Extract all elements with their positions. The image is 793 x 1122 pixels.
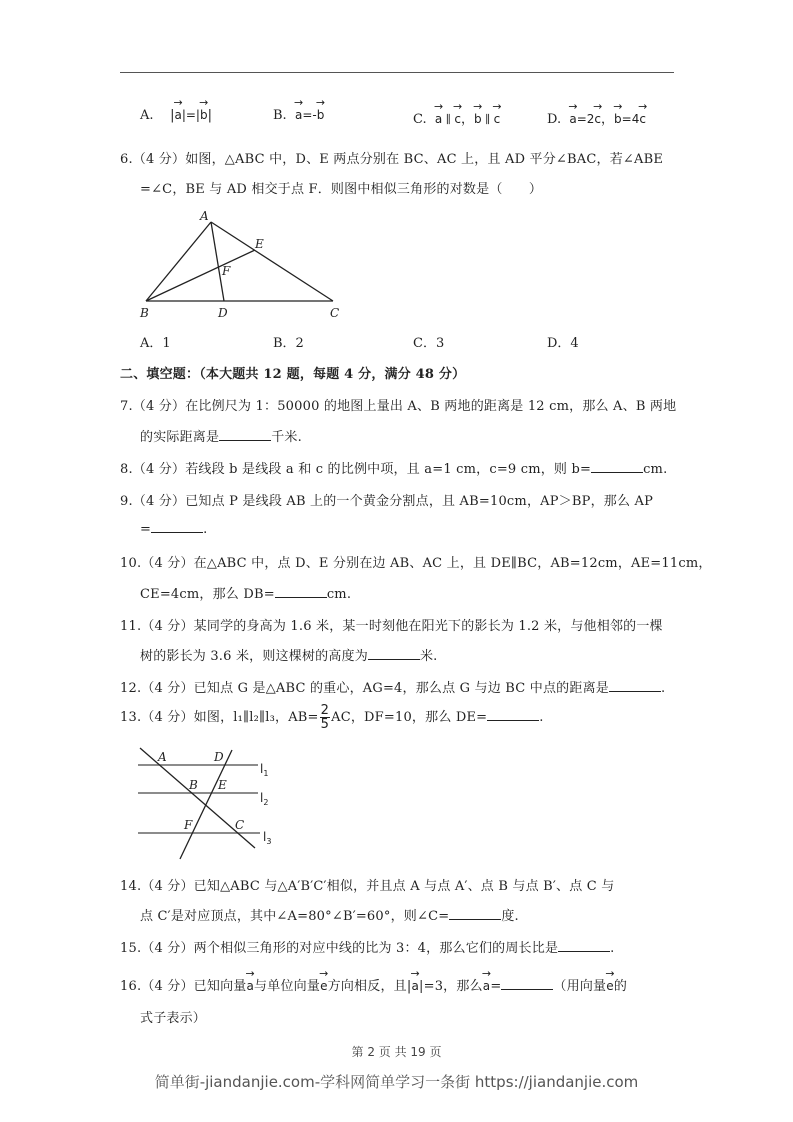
q6-line2: =∠C，BE 与 AD 相交于点 F．则图中相似三角形的对数是（ ） — [140, 182, 543, 197]
answer-blank[interactable] — [368, 648, 420, 660]
q13-parallel-lines-figure — [130, 742, 290, 864]
side-ab — [146, 222, 211, 301]
q5-option-b: B. → a=-→ b — [273, 108, 324, 123]
label-b: B — [189, 778, 198, 792]
label-a: A — [158, 750, 167, 764]
q10-line2: CE=4cm，那么 DB= cm. — [140, 587, 352, 602]
q9-line1: 9.（4 分）已知点 P 是线段 AB 上的一个黄金分割点，且 AB=10cm，AP＞BP，那么 AP — [120, 494, 654, 509]
q14-line2: 点 C′是对应顶点，其中∠A=80°∠B′=60°，则∠C= 度. — [140, 909, 519, 924]
q6-option-d: D．4 — [547, 336, 579, 351]
q7-line1: 7.（4 分）在比例尺为 1：50000 的地图上量出 A、B 两地的距离是 12 cm，那么 A、B 两地 — [120, 399, 677, 414]
q12-line: 12.（4 分）已知点 G 是△ABC 的重心，AG=4，那么点 G 与边 BC 中点的距离是 . — [120, 681, 666, 696]
transversal-df — [180, 750, 232, 859]
answer-blank[interactable] — [558, 940, 610, 952]
label-c: C — [235, 818, 245, 832]
label-l2: $l_2$ — [260, 791, 269, 807]
label-l1: $l_1$ — [260, 762, 269, 778]
q16-line1: 16.（4 分）已知向量→ a与单位向量→ e方向相反，且|→ a|=3，那么→ a= （用向量→ e的 — [120, 975, 627, 994]
q5-option-a: A. |→ a|=|→ b| — [140, 108, 212, 123]
label-f: F — [184, 818, 193, 832]
label-d: D — [218, 306, 228, 320]
section-heading: 二、填空题：（本大题共 12 题，每题 4 分，满分 48 分） — [120, 367, 466, 382]
q6-line1: 6.（4 分）如图，△ABC 中，D、E 两点分别在 BC、AC 上，且 AD 平分∠BAC，若∠ABE — [120, 152, 664, 167]
q7-line2: 的实际距离是 千米. — [140, 430, 302, 445]
q10-line1: 10.（4 分）在△ABC 中，点 D、E 分别在边 AB、AC 上，且 DE∥BC，AB=12cm，AE=11cm， — [120, 556, 712, 571]
answer-blank[interactable] — [609, 680, 661, 692]
label-a: A — [200, 209, 209, 223]
q13-line: 13.（4 分）如图，l₁∥l₂∥l₃，AB= $\frac{2}{5}$ AC，DF=10，那么 DE= . — [120, 703, 544, 732]
q16-line2: 式子表示） — [140, 1011, 207, 1026]
answer-blank[interactable] — [219, 429, 271, 441]
q9-line2: = . — [140, 522, 208, 537]
watermark-footer: 简单街-jiandanjie.com-学科网简单学习一条街 https://jiandanjie.com — [154, 1073, 639, 1091]
answer-blank[interactable] — [151, 521, 203, 533]
q5-option-d: D. → a=2→ c，→ b=4→ c — [547, 108, 646, 127]
q11-line2: 树的影长为 3.6 米，则这棵树的高度为 米. — [140, 649, 438, 664]
q11-line1: 11.（4 分）某同学的身高为 1.6 米，某一时刻他在阳光下的影长为 1.2 米，与他相邻的一棵 — [120, 619, 663, 634]
q8-line: 8.（4 分）若线段 b 是线段 a 和 c 的比例中项，且 a=1 cm，c=9 cm，则 b= cm. — [120, 462, 668, 477]
answer-blank[interactable] — [487, 709, 539, 721]
label-e: E — [255, 237, 264, 251]
label-d: D — [214, 750, 224, 764]
segment-be — [146, 250, 255, 301]
q6-option-c: C．3 — [413, 336, 445, 351]
label-e: E — [218, 778, 227, 792]
answer-blank[interactable] — [591, 461, 643, 473]
header-rule — [120, 72, 674, 73]
label-f: F — [222, 264, 231, 278]
q14-line1: 14.（4 分）已知△ABC 与△A′B′C′相似，并且点 A 与点 A′、点 B 与点 B′、点 C 与 — [120, 879, 615, 894]
page-number: 第 2 页 共 19 页 — [351, 1045, 442, 1059]
answer-blank[interactable] — [275, 586, 327, 598]
answer-blank[interactable] — [501, 978, 553, 990]
q15-line: 15.（4 分）两个相似三角形的对应中线的比为 3：4，那么它们的周长比是 . — [120, 941, 615, 956]
fraction: $\frac{2}{5}$ — [320, 703, 330, 732]
q6-option-b: B．2 — [273, 336, 304, 351]
q6-option-a: A．1 — [140, 336, 171, 351]
q6-triangle-figure — [130, 205, 360, 325]
label-b: B — [140, 306, 149, 320]
label-c: C — [330, 306, 340, 320]
segment-ad — [211, 222, 224, 301]
answer-blank[interactable] — [449, 908, 501, 920]
q5-option-c: C. → a ∥ → c，→ b ∥ → c — [413, 108, 500, 127]
label-l3: $l_3$ — [263, 830, 272, 846]
